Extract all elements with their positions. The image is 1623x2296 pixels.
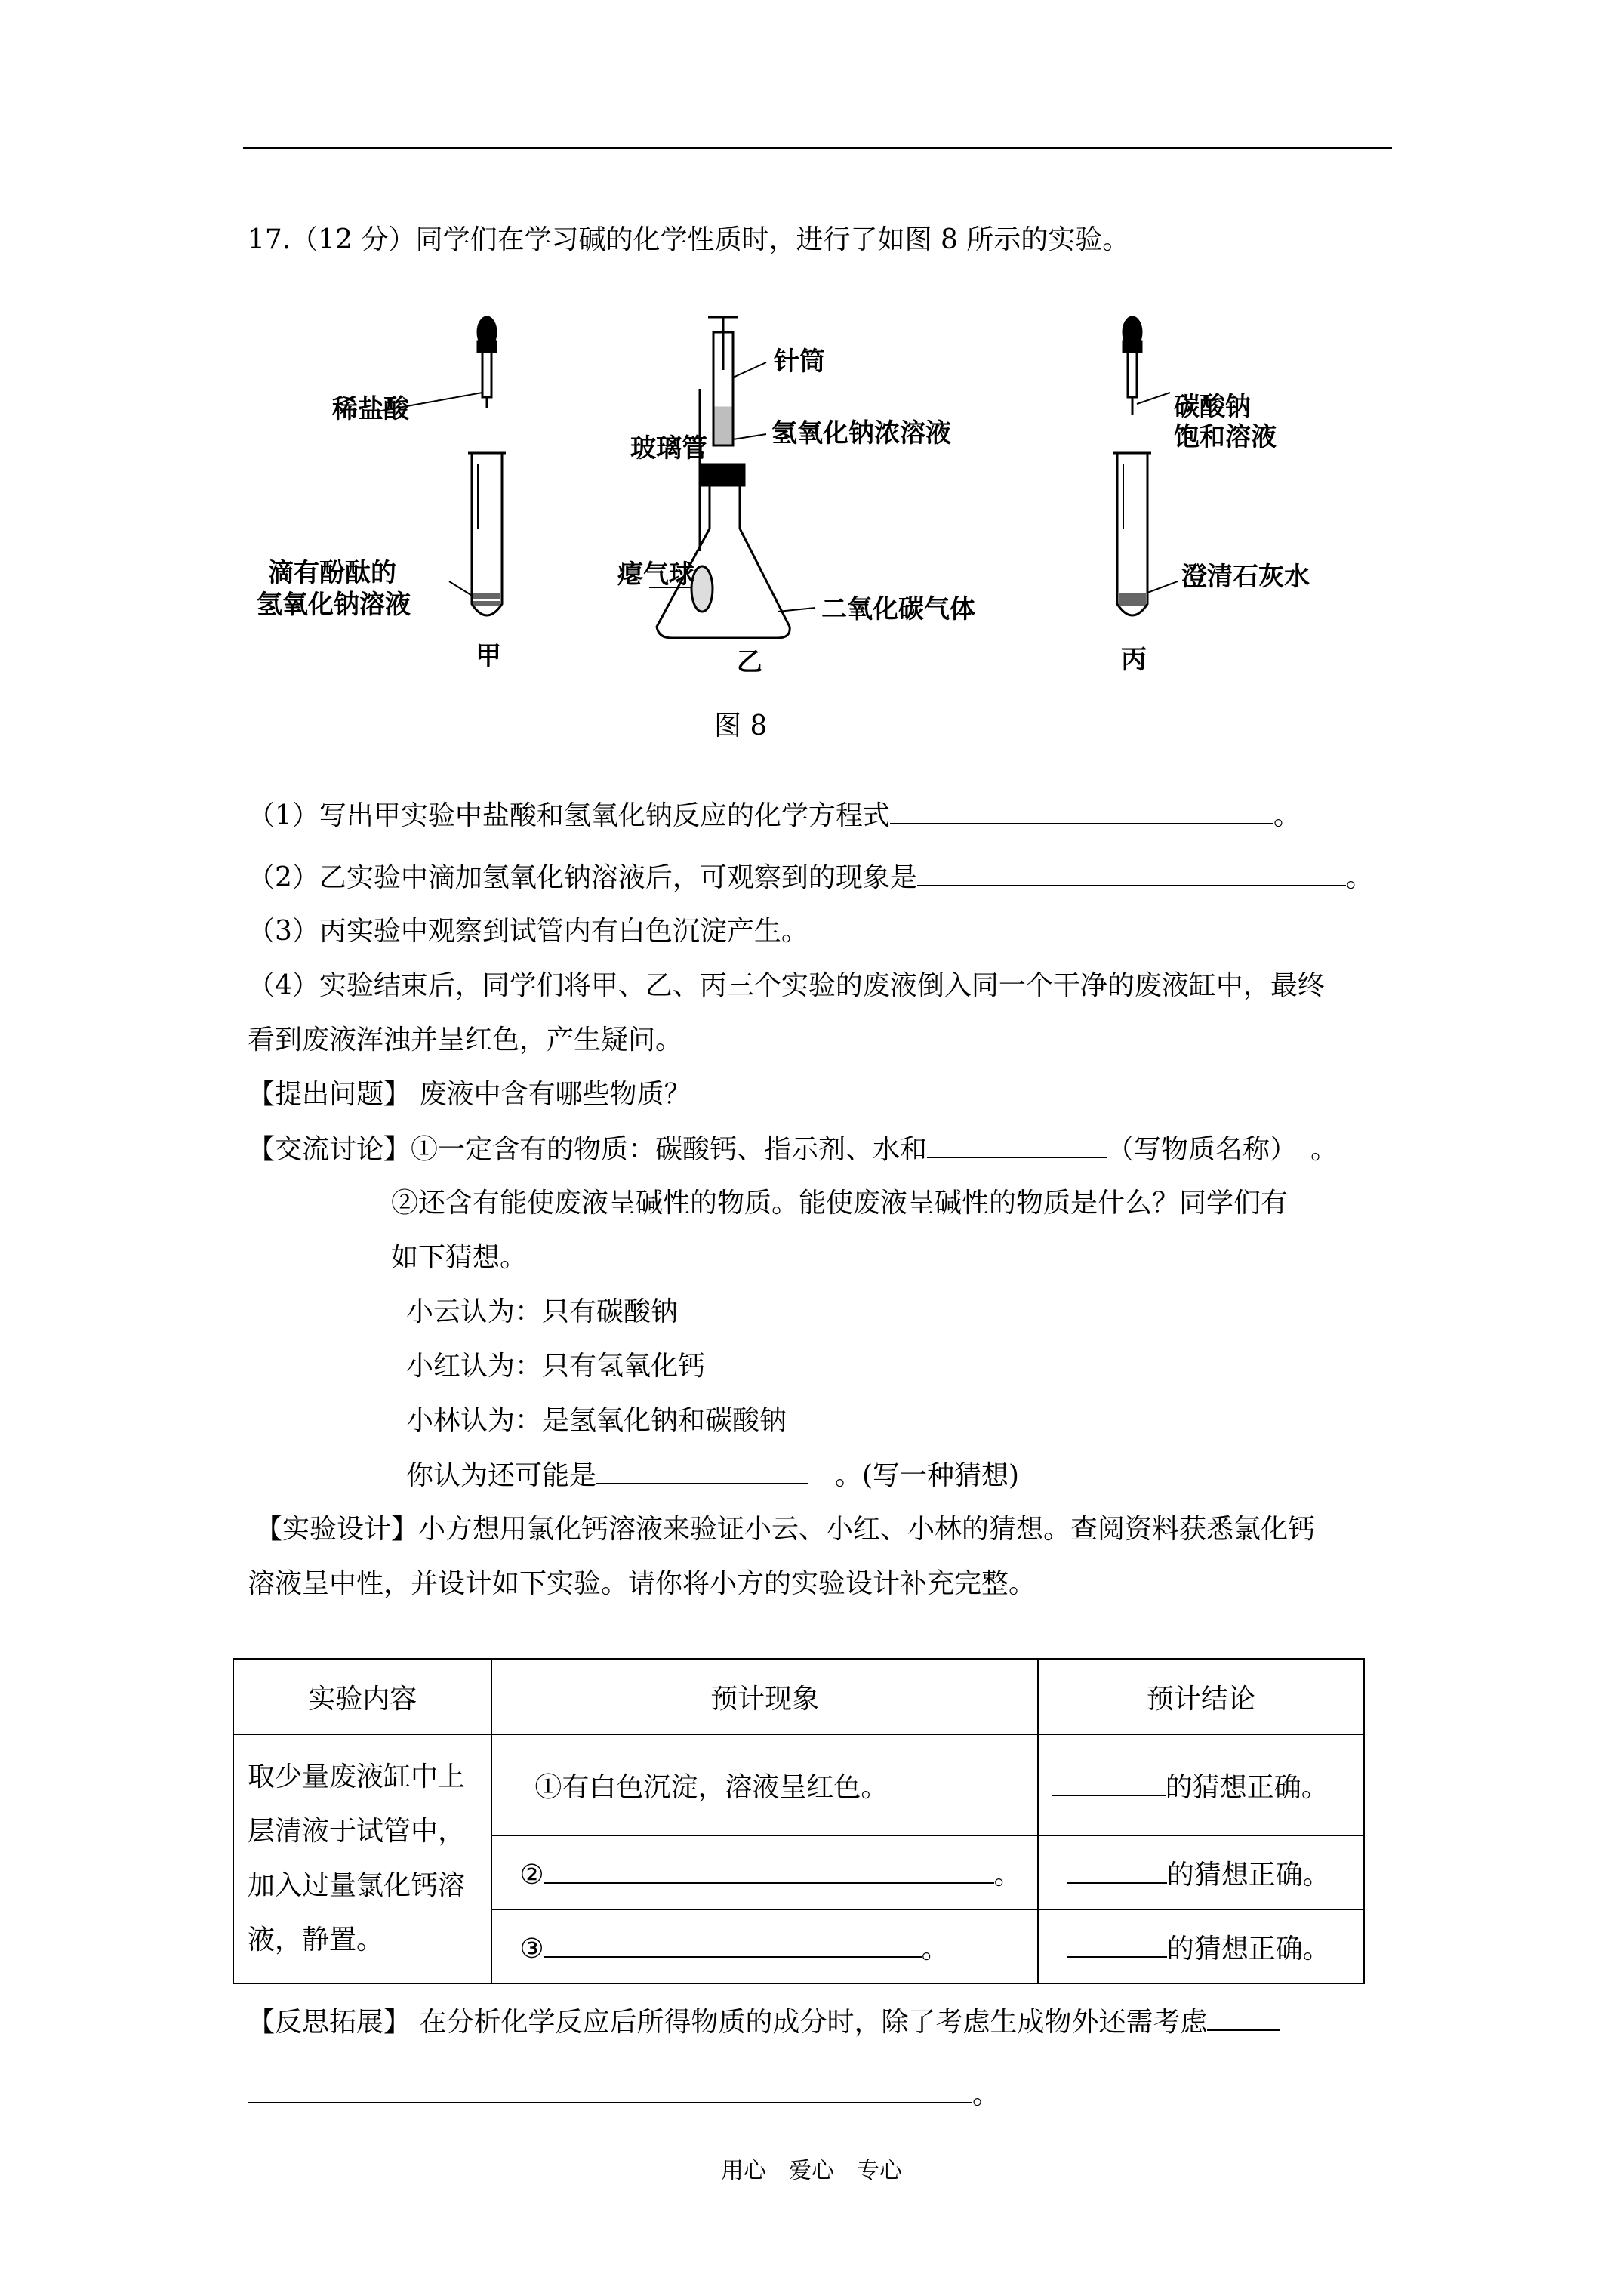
design-line-2: 溶液呈中性，并设计如下实验。请你将小方的实验设计补充完整。 (248, 1568, 1036, 1599)
conclusion-cell-2 (1038, 1835, 1364, 1909)
fig-label-yi: 乙 (737, 647, 762, 677)
answer-blank-reflection-b[interactable] (248, 2078, 972, 2103)
content-line: 层清液于试管中， (248, 1816, 466, 1847)
table-header-phenomenon: 预计现象 (491, 1659, 1037, 1734)
test-tube-bing-icon (1113, 453, 1151, 615)
reflection-text: 在分析化学反应后所得物质的成分时，除了考虑生成物外还需考虑 (411, 2007, 1208, 2038)
raise-question-text: 废液中含有哪些物质？ (411, 1079, 691, 1110)
fig-label-bing: 丙 (1121, 645, 1147, 675)
content-line: 取少量废液缸中上 (248, 1761, 466, 1792)
design-line-1 (255, 1513, 1315, 1546)
raise-question (248, 1078, 691, 1111)
fig-label-yi-tube: 玻璃管 (630, 433, 707, 464)
fig-label-jia-solution-2: 氢氧化钠溶液 (257, 590, 411, 620)
phenomenon-end-2: 。 (993, 1859, 1021, 1891)
page-footer: 用心 爱心 专心 (721, 2158, 902, 2184)
conclusion-text-3: 的猜想正确。 (1166, 1933, 1330, 1965)
phenomenon-cell-1: ①有白色沉淀，溶液呈红色。 (491, 1734, 1037, 1835)
discussion-1 (248, 1133, 1338, 1166)
dropper-bing-icon (1123, 317, 1141, 415)
item-1 (248, 799, 1301, 833)
fig-label-yi-balloon: 瘪气球 (617, 559, 694, 590)
item-2-end: 。 (1345, 862, 1373, 893)
answer-blank-guess[interactable] (596, 1459, 808, 1484)
fig-label-yi-naoh: 氢氧化钠浓溶液 (771, 418, 951, 448)
discussion-1-tail: （写物质名称） 。 (1107, 1134, 1338, 1165)
answer-blank-phenomenon-2[interactable] (544, 1858, 994, 1884)
question-title: 17.（12 分）同学们在学习碱的化学性质时，进行了如图 8 所示的实验。 (248, 224, 1130, 255)
item-3: （3）丙实验中观察到试管内有白色沉淀产生。 (248, 916, 808, 947)
discussion-2-line-2: 如下猜想。 (391, 1242, 528, 1273)
table-row (233, 1734, 1364, 1835)
item-2-text: （2）乙实验中滴加氢氧化钠溶液后，可观察到的现象是 (248, 862, 917, 893)
conclusion-cell-1 (1038, 1734, 1364, 1835)
syringe-flask-yi-icon (657, 317, 790, 638)
guess-xiaohong: 小红认为：只有氢氧化钙 (406, 1351, 706, 1382)
fig-label-bing-reagent-2: 饱和溶液 (1174, 422, 1277, 452)
answer-blank-conclusion-2[interactable] (1067, 1858, 1167, 1884)
item-1-text: （1）写出甲实验中盐酸和氢氧化钠反应的化学方程式 (248, 800, 890, 831)
conclusion-text-2: 的猜想正确。 (1166, 1859, 1330, 1891)
answer-blank-1[interactable] (890, 799, 1273, 824)
test-tube-jia-icon (468, 453, 506, 615)
guess-xiaolin: 小林认为：是氢氧化钠和碳酸钠 (406, 1405, 787, 1436)
table-content-cell (233, 1734, 491, 1983)
discussion-head: 【交流讨论】 (248, 1134, 411, 1165)
fig-label-jia-solution-1: 滴有酚酞的 (268, 558, 396, 588)
raise-question-head: 【提出问题】 (248, 1079, 411, 1110)
item-1-end: 。 (1273, 800, 1301, 831)
answer-blank-reflection-a[interactable] (1207, 2005, 1280, 2031)
figure-caption: 图 8 (714, 710, 768, 741)
phenomenon-cell-3 (491, 1909, 1037, 1983)
item-4-line-1: （4）实验结束后，同学们将甲、乙、丙三个实验的废液倒入同一个干净的废液缸中，最终 (248, 970, 1325, 1001)
fig-label-bing-solution: 澄清石灰水 (1181, 562, 1310, 592)
answer-blank-substance[interactable] (927, 1133, 1107, 1158)
answer-blank-phenomenon-3[interactable] (544, 1932, 922, 1958)
fig-label-jia-reagent: 稀盐酸 (332, 394, 409, 424)
phenomenon-cell-2 (491, 1835, 1037, 1909)
reflection-head: 【反思拓展】 (248, 2007, 411, 2038)
answer-blank-conclusion-1[interactable] (1052, 1771, 1166, 1796)
discussion-2-line-1: ②还含有能使废液呈碱性的物质。能使废液呈碱性的物质是什么？同学们有 (391, 1188, 1289, 1219)
reflection (248, 2005, 1280, 2039)
fig-label-yi-gas: 二氧化碳气体 (821, 594, 975, 624)
guess-xiaoyun: 小云认为：只有碳酸钠 (406, 1296, 679, 1327)
table-header-content: 实验内容 (233, 1659, 491, 1734)
item-4-line-2: 看到废液浑浊并呈红色，产生疑问。 (248, 1025, 683, 1056)
item-2 (248, 861, 1373, 895)
guess-you-text: 你认为还可能是 (406, 1460, 597, 1491)
dropper-jia-icon (478, 317, 496, 408)
phenomenon-index-2: ② (519, 1859, 544, 1891)
design-head: 【实验设计】 (255, 1514, 419, 1545)
reflection-end: 。 (972, 2079, 1000, 2110)
answer-blank-2[interactable] (917, 861, 1346, 886)
table-header-conclusion: 预计结论 (1038, 1659, 1364, 1734)
experiment-table (233, 1658, 1365, 1984)
fig-label-yi-syringe: 针筒 (774, 347, 825, 377)
design-line-1-text: 小方想用氯化钙溶液来验证小云、小红、小林的猜想。查阅资料获悉氯化钙 (418, 1514, 1316, 1545)
table-header-row (233, 1659, 1364, 1734)
guess-you-tail: 。(写一种猜想) (808, 1460, 1020, 1491)
fig-label-jia: 甲 (476, 641, 501, 671)
conclusion-text-1: 的猜想正确。 (1165, 1771, 1329, 1803)
answer-blank-conclusion-3[interactable] (1067, 1932, 1167, 1958)
phenomenon-index-3: ③ (519, 1933, 544, 1965)
phenomenon-end-3: 。 (921, 1933, 949, 1965)
conclusion-cell-3 (1038, 1909, 1364, 1983)
discussion-1-text: ①一定含有的物质：碳酸钙、指示剂、水和 (411, 1134, 928, 1165)
content-line: 加入过量氯化钙溶 (248, 1870, 466, 1901)
header-rule (243, 147, 1392, 149)
reflection-line-2 (248, 2078, 999, 2112)
content-line: 液，静置。 (248, 1925, 384, 1955)
experiment-figure (226, 302, 1404, 695)
fig-label-bing-reagent-1: 碳酸钠 (1174, 392, 1251, 422)
guess-you (406, 1459, 1019, 1493)
